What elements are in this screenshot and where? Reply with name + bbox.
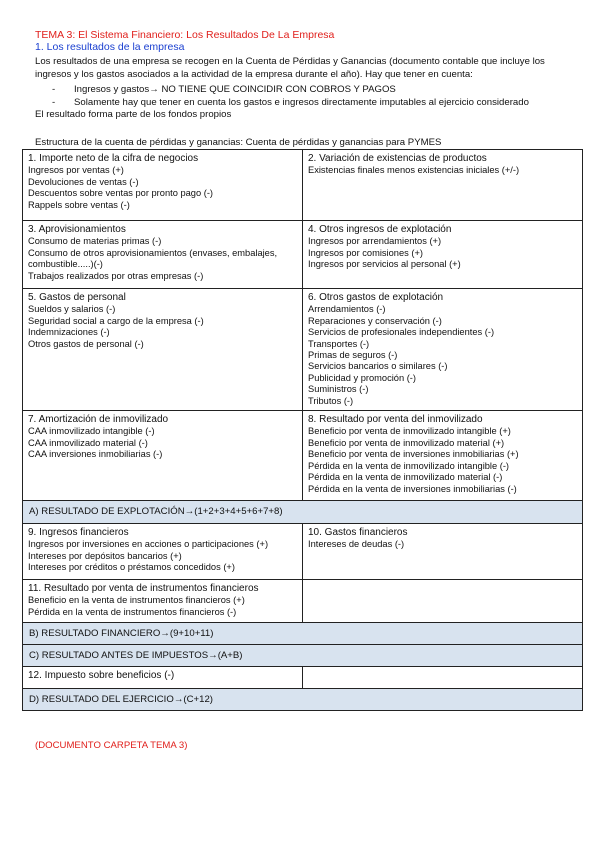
cell-line: Consumo de otros aprovisionamientos (envases, embalajes, combustible.....)(-) [28, 247, 278, 270]
cell-line: Suministros (-) [308, 384, 369, 395]
cell-line: Descuentos sobre ventas por pronto pago (-) [28, 188, 214, 199]
cell-10 [303, 524, 583, 580]
cell-line: Ingresos por servicios al personal (+) [308, 259, 461, 270]
cell-title: 11. Resultado por venta de instrumentos financieros [28, 583, 259, 595]
cell-line: Pérdida en la venta de inmovilizado intangible (-) [308, 460, 510, 471]
cell-line: Intereses de deudas (-) [308, 539, 405, 550]
cell-line: Ingresos por inversiones en acciones o participaciones (+) [28, 539, 269, 550]
table-row [23, 221, 583, 289]
cell-title: 10. Gastos financieros [308, 527, 408, 539]
table-row [23, 411, 583, 501]
cell-line: Transportes (-) [308, 338, 370, 349]
cell-line: Reparaciones y conservación (-) [308, 315, 442, 326]
cell-9 [23, 524, 303, 580]
resultado-note: El resultado forma parte de los fondos propios [35, 109, 232, 120]
section-heading: 1. Los resultados de la empresa [35, 41, 185, 53]
cell-6 [303, 289, 583, 411]
document-title: TEMA 3: El Sistema Financiero: Los Resultados De La Empresa [35, 29, 335, 41]
result-c: C) RESULTADO ANTES DE IMPUESTOS→(A+B) [23, 645, 583, 667]
cell-line: Arrendamientos (-) [308, 304, 386, 315]
result-a: A) RESULTADO DE EXPLOTACIÓN→(1+2+3+4+5+6+7+8) [23, 501, 583, 524]
cell-line: Pérdida en la venta de inmovilizado material (-) [308, 472, 503, 483]
cell-11 [23, 580, 303, 623]
cell-title: 4. Otros ingresos de explotación [308, 224, 452, 235]
cell-line: Trabajos realizados por otras empresas (-) [28, 270, 204, 281]
result-row [23, 501, 583, 524]
cell-title: 6. Otros gastos de explotación [308, 292, 444, 303]
cell-line: CAA inmovilizado material (-) [28, 437, 148, 448]
cell-line: Seguridad social a cargo de la empresa (-) [28, 315, 204, 326]
cell-8 [303, 411, 583, 501]
bullet-item: - Ingresos y gastos→ NO TIENE QUE COINCIDIR CON COBROS Y PAGOS [52, 83, 529, 96]
table-row [23, 667, 583, 689]
cell-line: Otros gastos de personal (-) [28, 338, 144, 349]
cell-line: Beneficio por venta de inversiones inmobiliarias (+) [308, 449, 519, 460]
cell-7 [23, 411, 303, 501]
cell-line: Devoluciones de ventas (-) [28, 176, 139, 187]
cell-line: Ingresos por ventas (+) [28, 165, 124, 176]
cell-title: 9. Ingresos financieros [28, 527, 129, 539]
bullet-list [52, 83, 529, 109]
intro-paragraph: Los resultados de una empresa se recogen en la Cuenta de Pérdidas y Ganancias (documento contable que incluye los ingresos y los gastos asociados a la actividad de la empresa durante el año). Hay que tener en cuenta: [35, 56, 545, 80]
cell-title: 3. Aprovisionamientos [28, 224, 126, 235]
cell-line: Servicios de profesionales independientes (-) [308, 327, 495, 338]
cell-line: Publicidad y promoción (-) [308, 372, 416, 383]
cell-line: Pérdida en la venta de inversiones inmobiliarias (-) [308, 483, 517, 494]
cell-title: 8. Resultado por venta del inmovilizado [308, 414, 483, 426]
cell-12-empty [303, 667, 583, 689]
cell-12 [23, 667, 303, 689]
cell-3 [23, 221, 303, 289]
result-b: B) RESULTADO FINANCIERO→(9+10+11) [23, 623, 583, 645]
cell-line: Consumo de materias primas (-) [28, 236, 162, 247]
table-row [23, 289, 583, 411]
table-row [23, 150, 583, 221]
cell-line: Beneficio en la venta de instrumentos financieros (+) [28, 595, 245, 606]
cell-title: 1. Importe neto de la cifra de negocios [28, 153, 199, 164]
result-d: D) RESULTADO DEL EJERCICIO→(C+12) [23, 689, 583, 711]
table-row [23, 580, 583, 623]
result-row [23, 623, 583, 645]
table-row [23, 524, 583, 580]
bullet-item: - Solamente hay que tener en cuenta los gastos e ingresos directamente imputables al ejercicio considerado [52, 96, 529, 109]
cell-11-empty [303, 580, 583, 623]
cell-line: Intereses por créditos o préstamos concedidos (+) [28, 562, 235, 573]
footer-note: (DOCUMENTO CARPETA TEMA 3) [35, 740, 188, 751]
cell-line: Pérdida en la venta de instrumentos financieros (-) [28, 606, 237, 617]
cell-4 [303, 221, 583, 289]
cell-line: Ingresos por arrendamientos (+) [308, 236, 442, 247]
cell-line: Sueldos y salarios (-) [28, 304, 116, 315]
pyg-table [22, 149, 583, 711]
cell-line: Intereses por depósitos bancarios (+) [28, 550, 182, 561]
result-row [23, 645, 583, 667]
cell-1 [23, 150, 303, 221]
cell-line: CAA inmovilizado intangible (-) [28, 426, 155, 437]
cell-line: Primas de seguros (-) [308, 350, 398, 361]
cell-title: 7. Amortización de inmovilizado [28, 414, 169, 426]
cell-title: 5. Gastos de personal [28, 292, 126, 303]
result-row [23, 689, 583, 711]
cell-title: 2. Variación de existencias de productos [308, 153, 487, 164]
cell-line: Rappels sobre ventas (-) [28, 199, 130, 210]
cell-title: 12. Impuesto sobre beneficios (-) [28, 670, 175, 682]
cell-line: Servicios bancarios o similares (-) [308, 361, 448, 372]
cell-5 [23, 289, 303, 411]
cell-line: Indemnizaciones (-) [28, 327, 110, 338]
cell-line: Ingresos por comisiones (+) [308, 247, 423, 258]
cell-line: CAA inversiones inmobiliarias (-) [28, 449, 163, 460]
cell-2 [303, 150, 583, 221]
cell-line: Existencias finales menos existencias iniciales (+/-) [308, 165, 520, 176]
cell-line: Beneficio por venta de inmovilizado intangible (+) [308, 426, 511, 437]
cell-line: Tributos (-) [308, 395, 354, 406]
cell-line: Beneficio por venta de inmovilizado material (+) [308, 437, 505, 448]
structure-label: Estructura de la cuenta de pérdidas y ganancias: Cuenta de pérdidas y ganancias para PYMES [35, 137, 442, 148]
